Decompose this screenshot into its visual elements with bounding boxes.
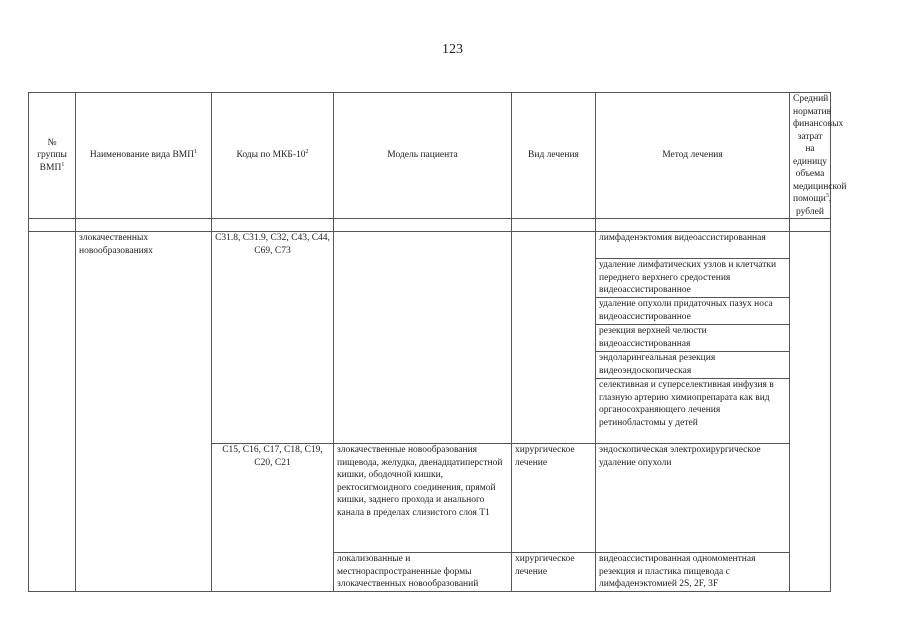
page-number: 123 — [442, 42, 463, 57]
method-cell: удаление лимфатических узлов и клетчатки переднего верхнего средостения видеоассистированное — [596, 259, 790, 298]
icd-codes-cell: C15, C16, C17, C18, C19, C20, C21 — [212, 444, 334, 592]
vmp-table — [28, 92, 847, 592]
method-cell: лимфаденэктомия видеоассистированная — [596, 232, 790, 259]
treatment-type-cell: хирургическое лечение — [512, 444, 596, 553]
table-row — [29, 232, 831, 259]
treatment-type-cell: хирургическое лечение — [512, 553, 596, 592]
header-treatment-method: Метод лечения — [596, 93, 790, 219]
method-cell: резекция верхней челюсти видеоассистированная — [596, 325, 790, 352]
method-cell: эндоскопическая электрохирургическое удаление опухоли — [596, 444, 790, 553]
method-cell: удаление опухоли придаточных пазух носа видеоассистированное — [596, 298, 790, 325]
icd-codes-cell: C31.8, C31.9, C32, C43, C44, C69, C73 — [212, 232, 334, 444]
patient-model-cell: злокачественные новообразования пищевода, желудка, двенадцатиперстной кишки, ободочной кишки, ректосигмоидного соединения, прямой кишки, заднего прохода и анального канала в пределах слизистого слоя T1 — [334, 444, 512, 553]
method-cell: эндоларингеальная резекция видеоэндоскопическая — [596, 352, 790, 379]
method-cell: селективная и суперселективная инфузия в глазную артерию химиопрепарата как вид органосохраняющего лечения ретинобластомы у детей — [596, 379, 790, 444]
method-cell: видеоассистированная одномоментная резекция и пластика пищевода с лимфаденэктомией 2S, 2F, 3F — [596, 553, 790, 592]
header-icd-codes: Коды по МКБ-$10^2$ — [212, 93, 334, 219]
patient-model-cell: локализованные и местнораспространенные формы злокачественных новообразований — [334, 553, 512, 592]
header-cost-standard: Средний норматив финансовых затрат на единицу объема медицинской помощи$^3$, рублей — [790, 93, 831, 219]
header-treatment-type: Вид лечения — [512, 93, 596, 219]
header-vmp-name: Наименование вида ВМП$^1$ — [76, 93, 212, 219]
header-group-number: № группы ВМП$^1$ — [29, 93, 76, 219]
numbering-row — [29, 219, 831, 232]
header-patient-model: Модель пациента — [334, 93, 512, 219]
vmp-name-cell: злокачественных новообразованиях — [76, 232, 212, 592]
table-header-row — [29, 93, 831, 219]
